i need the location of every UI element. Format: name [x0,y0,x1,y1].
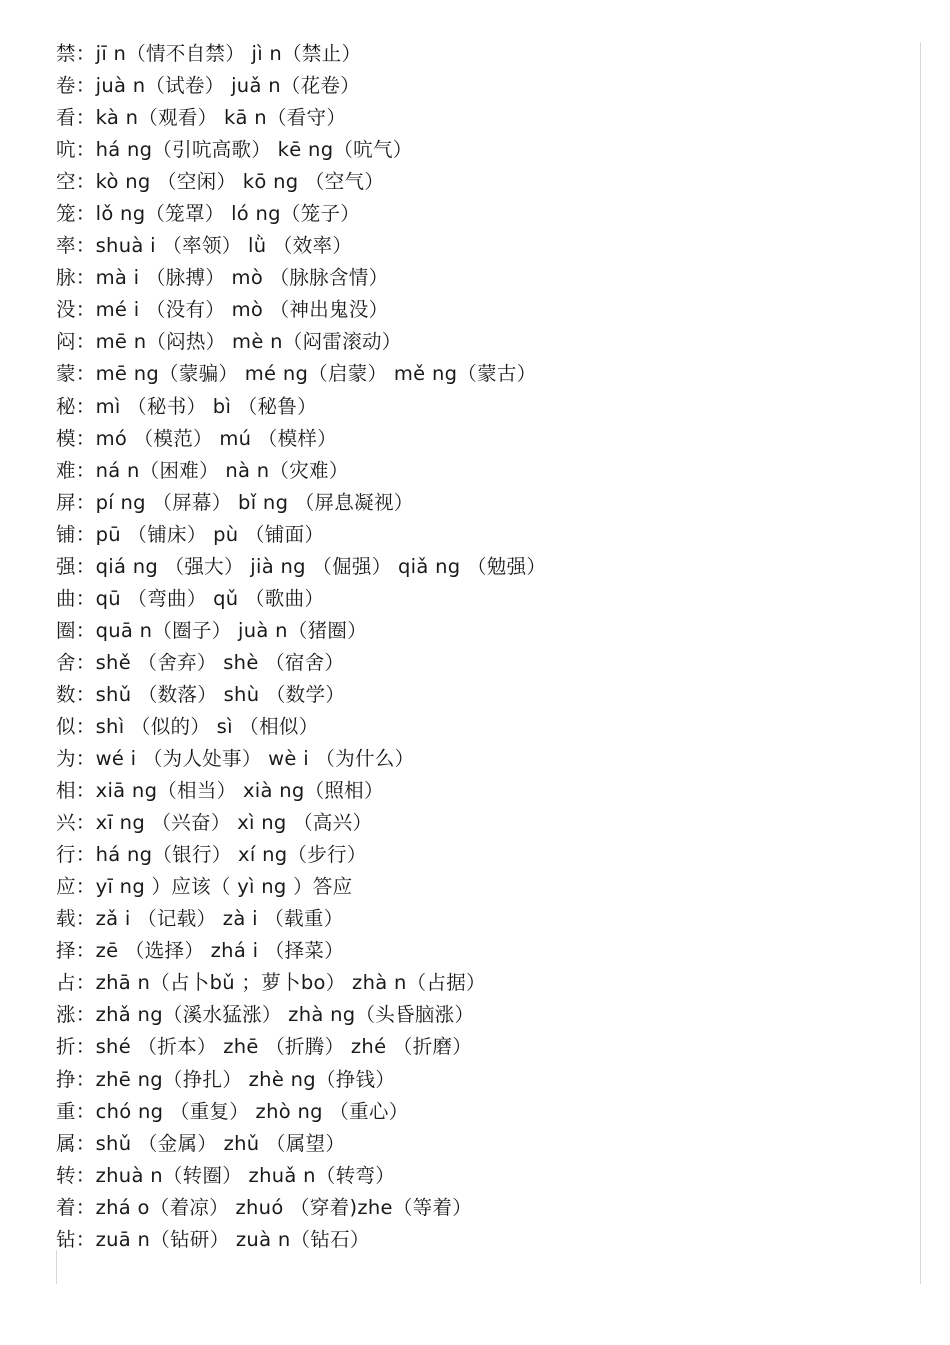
list-item: 转：zhuà n（转圈） zhuǎ n（转弯） [56,1163,396,1187]
list-item: 重：chó ng （重复） zhò ng （重心） [56,1099,409,1123]
list-item: 钻：zuā n（钻研） zuà n（钻石） [56,1227,370,1251]
list-item: 禁：jī n（情不自禁） jì n（禁止） [56,42,362,65]
list-item: 模：mó （模范） mú （模样） [56,426,337,450]
list-item: 空：kò ng （空闲） kō ng （空气） [56,170,385,194]
list-item: 着：zhá o（着凉） zhuó （穿着)zhe（等着） [56,1195,473,1219]
list-item: 强：qiá ng （强大） jià ng （倔强） qiǎ ng （勉强） [56,554,547,578]
list-item: 兴：xī ng （兴奋） xì ng （高兴） [56,811,373,835]
list-item: 圈：quā n（圈子） juà n（猪圈） [56,618,368,642]
list-item: 卷：juà n（试卷） juǎ n（花卷） [56,74,361,98]
list-item: 笼：lǒ ng（笼罩） ló ng（笼子） [56,202,361,226]
polyphonic-character-list [56,38,922,1256]
list-item: 看：kà n（观看） kā n（看守） [56,106,347,130]
list-item: 属：shǔ （金属） zhǔ （属望） [56,1131,346,1155]
list-item: 舍：shě （舍弃） shè （宿舍） [56,650,345,674]
list-item: 曲：qū （弯曲） qǔ （歌曲） [56,586,325,610]
list-item: 相：xiā ng（相当） xià ng（照相） [56,779,384,803]
list-item: 似：shì （似的） sì （相似） [56,714,319,738]
list-item: 铺：pū （铺床） pù （铺面） [56,522,325,546]
list-item: 行：há ng（银行） xí ng（步行） [56,843,367,867]
list-item: 闷：mē n（闷热） mè n（闷雷滚动） [56,330,402,354]
list-item: 脉：mà i （脉搏） mò （脉脉含情） [56,266,389,290]
list-item: 数：shǔ （数落） shù （数学） [56,682,346,706]
list-item: 挣：zhē ng（挣扎） zhè ng（挣钱） [56,1067,396,1091]
list-item: 屏：pí ng （屏幕） bǐ ng （屏息凝视） [56,490,414,514]
list-item: 载：zǎ i （记载） zà i （载重） [56,907,344,931]
list-item: 吭：há ng（引吭高歌） kē ng（吭气） [56,138,413,162]
list-item: 为：wé i （为人处事） wè i （为什么） [56,747,415,771]
list-item: 占：zhā n（占卜bǔ ；萝卜bo） zhà n（占据） [56,971,486,995]
list-item: 择：zē （选择） zhá i （择菜） [56,939,344,963]
list-item: 秘：mì （秘书） bì （秘鲁） [56,394,317,418]
document-page [56,38,922,1283]
list-item: 没：mé i （没有） mò （神出鬼没） [56,298,389,322]
list-item: 折：shé （折本） zhē （折腾） zhé （折磨） [56,1035,473,1059]
list-item: 难：ná n（困难） nà n（灾难） [56,458,349,482]
list-item: 应：yī ng ）应该（ yì ng ）答应 [56,875,353,899]
list-item: 蒙：mē ng（蒙骗） mé ng（启蒙） mě ng（蒙古） [56,362,537,386]
list-item: 率：shuà i （率领） lǜ （效率） [56,234,353,258]
list-item: 涨：zhǎ ng（溪水猛涨） zhà ng（头昏脑涨） [56,1003,475,1027]
